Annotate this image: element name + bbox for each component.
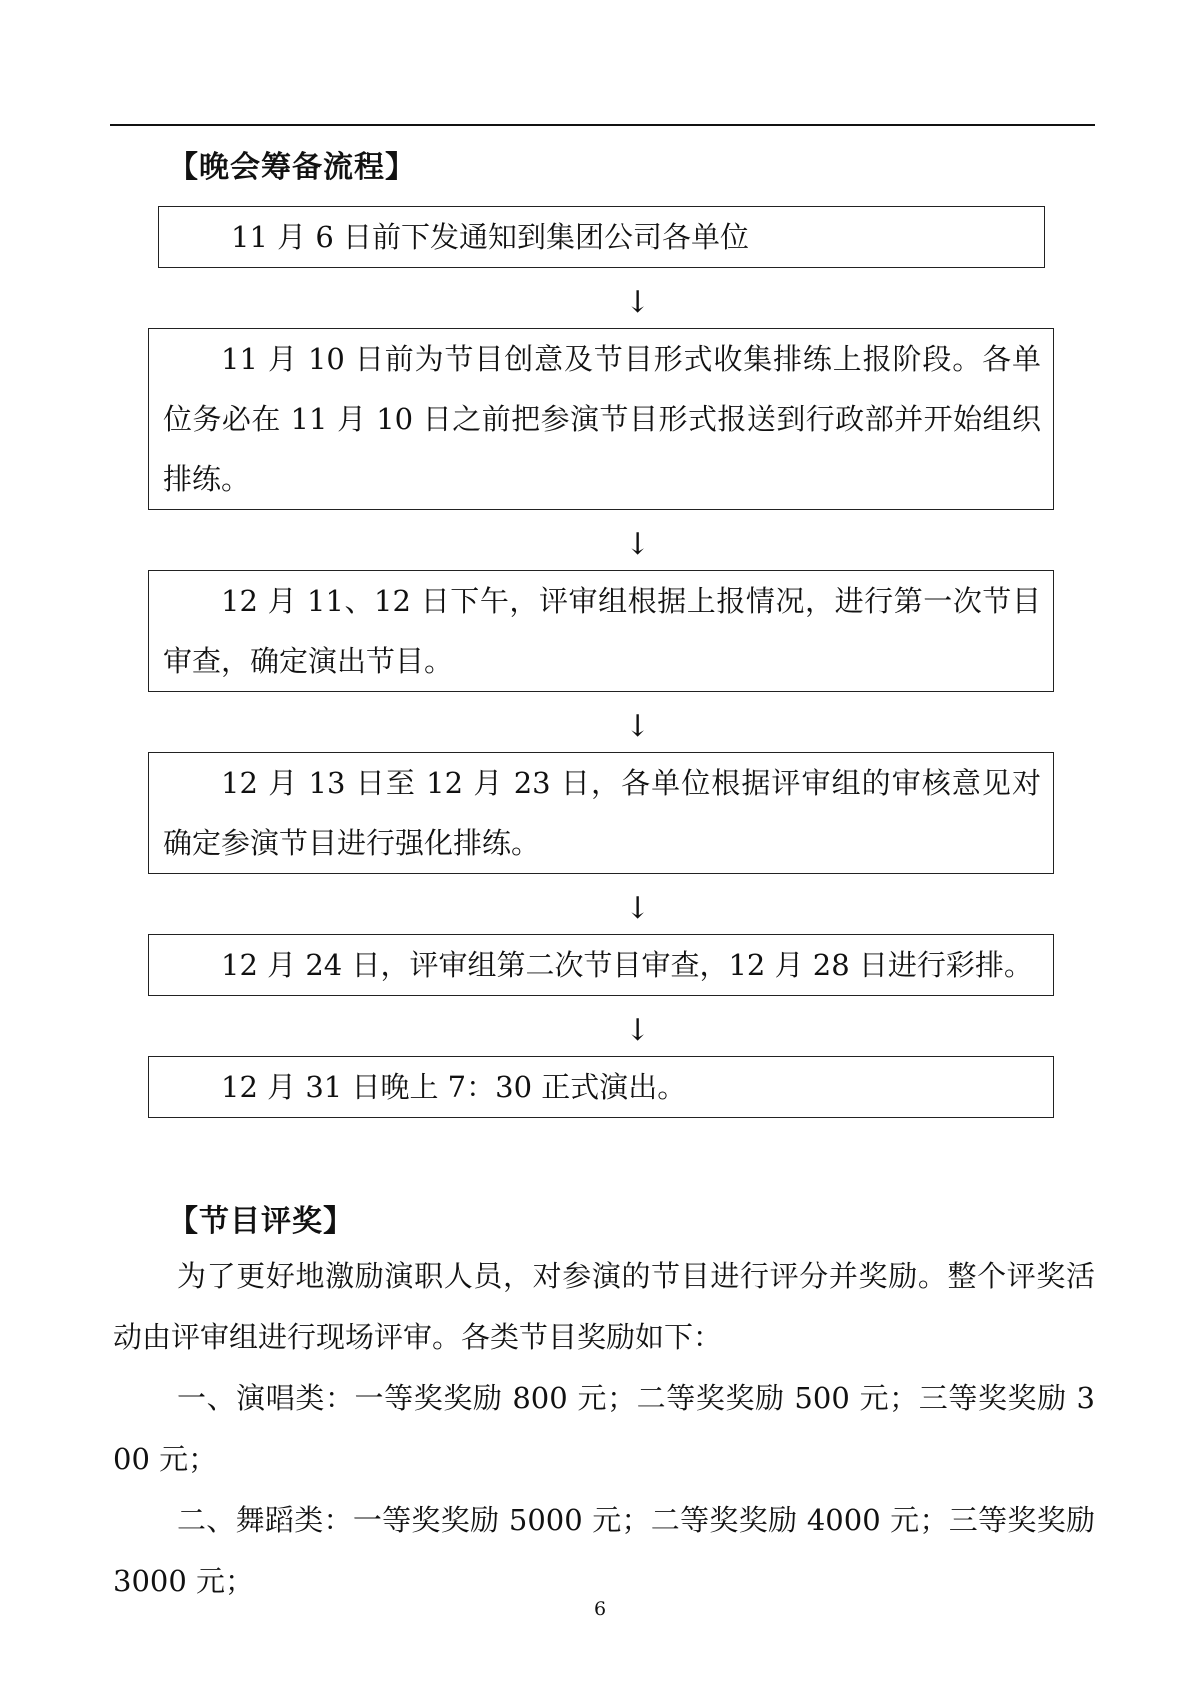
section-title-preparation: 【晚会筹备流程】	[168, 150, 416, 185]
flow-step-3: 12 月 11、12 日下午，评审组根据上报情况，进行第一次节目审查，确定演出节目。	[148, 570, 1054, 692]
down-arrow-icon: ↓	[625, 891, 651, 926]
flow-step-1: 11 月 6 日前下发通知到集团公司各单位	[158, 206, 1045, 268]
flow-step-6: 12 月 31 日晚上 7：30 正式演出。	[148, 1056, 1054, 1118]
down-arrow-icon: ↓	[625, 285, 651, 320]
flow-step-5: 12 月 24 日，评审组第二次节目审查，12 月 28 日进行彩排。	[148, 934, 1054, 996]
awards-intro: 为了更好地激励演职人员，对参演的节目进行评分并奖励。整个评奖活动由评审组进行现场评审。各类节目奖励如下：	[113, 1259, 1095, 1354]
page-number: 6	[593, 1598, 607, 1620]
section-title-awards: 【节目评奖】	[168, 1204, 354, 1239]
awards-dance: 二、舞蹈类：一等奖奖励 5000 元；二等奖奖励 4000 元；三等奖奖励 3000 元；	[113, 1503, 1095, 1598]
down-arrow-icon: ↓	[625, 527, 651, 562]
header-rule	[110, 124, 1095, 126]
flow-step-4: 12 月 13 日至 12 月 23 日，各单位根据评审组的审核意见对确定参演节目进行强化排练。	[148, 752, 1054, 874]
down-arrow-icon: ↓	[625, 1013, 651, 1048]
down-arrow-icon: ↓	[625, 709, 651, 744]
flow-step-2: 11 月 10 日前为节目创意及节目形式收集排练上报阶段。各单位务必在 11 月 10 日之前把参演节目形式报送到行政部并开始组织排练。	[148, 328, 1054, 510]
awards-singing: 一、演唱类：一等奖奖励 800 元；二等奖奖励 500 元；三等奖奖励 300 元；	[113, 1381, 1095, 1476]
